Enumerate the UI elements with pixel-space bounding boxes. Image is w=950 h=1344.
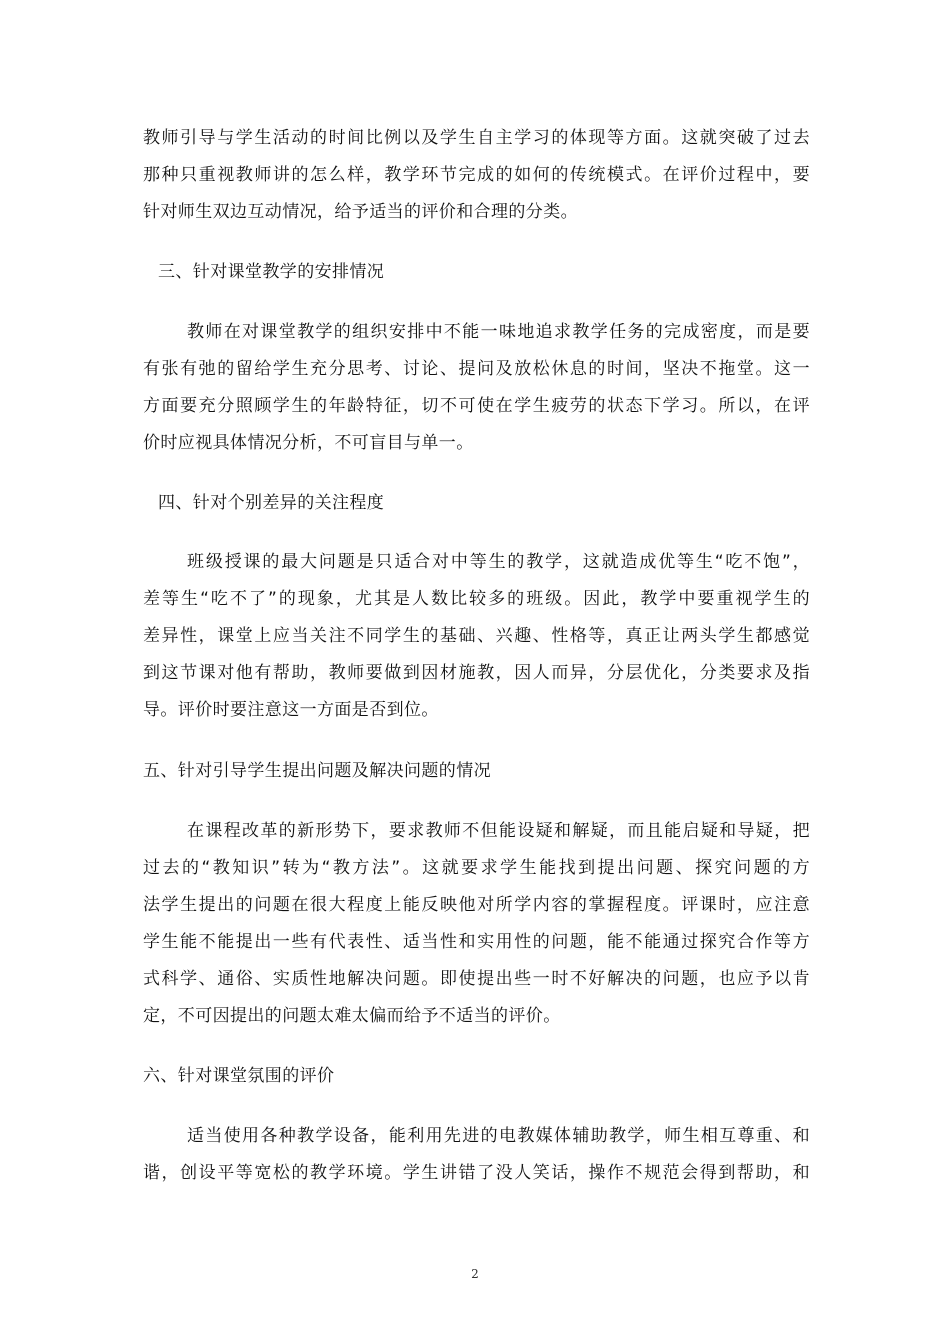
paragraph-line: 定，不可因提出的问题太难太偏而给予不适当的评价。 <box>143 1006 561 1026</box>
paragraph-line: 教师引导与学生活动的时间比例以及学生自主学习的体现等方面。这就突破了过去 <box>143 128 810 148</box>
paragraph-line: 方面要充分照顾学生的年龄特征，切不可使在学生疲劳的状态下学习。所以，在评 <box>143 396 810 416</box>
paragraph-line: 那种只重视教师讲的怎么样，教学环节完成的如何的传统模式。在评价过程中，要 <box>143 165 810 185</box>
paragraph-line: 过去的“教知识”转为“教方法”。这就要求学生能找到提出问题、探究问题的方 <box>143 858 810 878</box>
paragraph-line: 谐，创设平等宽松的教学环境。学生讲错了没人笑话，操作不规范会得到帮助，和 <box>143 1163 810 1183</box>
paragraph-line: 学生能不能提出一些有代表性、适当性和实用性的问题，能不能通过探究合作等方 <box>143 932 810 952</box>
paragraph-line: 到这节课对他有帮助，教师要做到因材施教，因人而异，分层优化，分类要求及指 <box>143 663 810 683</box>
section-heading-4: 四、针对个别差异的关注程度 <box>158 493 385 513</box>
paragraph-line: 有张有弛的留给学生充分思考、讨论、提问及放松休息的时间，坚决不拖堂。这一 <box>143 359 810 379</box>
page-number: 2 <box>471 1267 479 1281</box>
paragraph-line: 差异性，课堂上应当关注不同学生的基础、兴趣、性格等，真正让两头学生都感觉 <box>143 626 810 646</box>
paragraph-line: 法学生提出的问题在很大程度上能反映他对所学内容的掌握程度。评课时，应注意 <box>143 895 810 915</box>
paragraph-line: 价时应视具体情况分析，不可盲目与单一。 <box>143 433 474 453</box>
section-heading-5: 五、针对引导学生提出问题及解决问题的情况 <box>143 761 491 781</box>
section-heading-6: 六、针对课堂氛围的评价 <box>143 1066 335 1086</box>
paragraph-line: 导。评价时要注意这一方面是否到位。 <box>143 700 439 720</box>
paragraph-line: 式科学、通俗、实质性地解决问题。即使提出些一时不好解决的问题，也应予以肯 <box>143 969 810 989</box>
paragraph-line: 适当使用各种教学设备，能利用先进的电教媒体辅助教学，师生相互尊重、和 <box>187 1126 810 1146</box>
paragraph-line: 针对师生双边互动情况，给予适当的评价和合理的分类。 <box>143 202 578 222</box>
paragraph-line: 班级授课的最大问题是只适合对中等生的教学，这就造成优等生“吃不饱”， <box>187 552 810 572</box>
paragraph-line: 在课程改革的新形势下，要求教师不但能设疑和解疑，而且能启疑和导疑，把 <box>187 821 810 841</box>
section-heading-3: 三、针对课堂教学的安排情况 <box>158 262 385 282</box>
paragraph-line: 差等生“吃不了”的现象，尤其是人数比较多的班级。因此，教学中要重视学生的 <box>143 589 810 609</box>
paragraph-line: 教师在对课堂教学的组织安排中不能一味地追求教学任务的完成密度，而是要 <box>187 322 810 342</box>
